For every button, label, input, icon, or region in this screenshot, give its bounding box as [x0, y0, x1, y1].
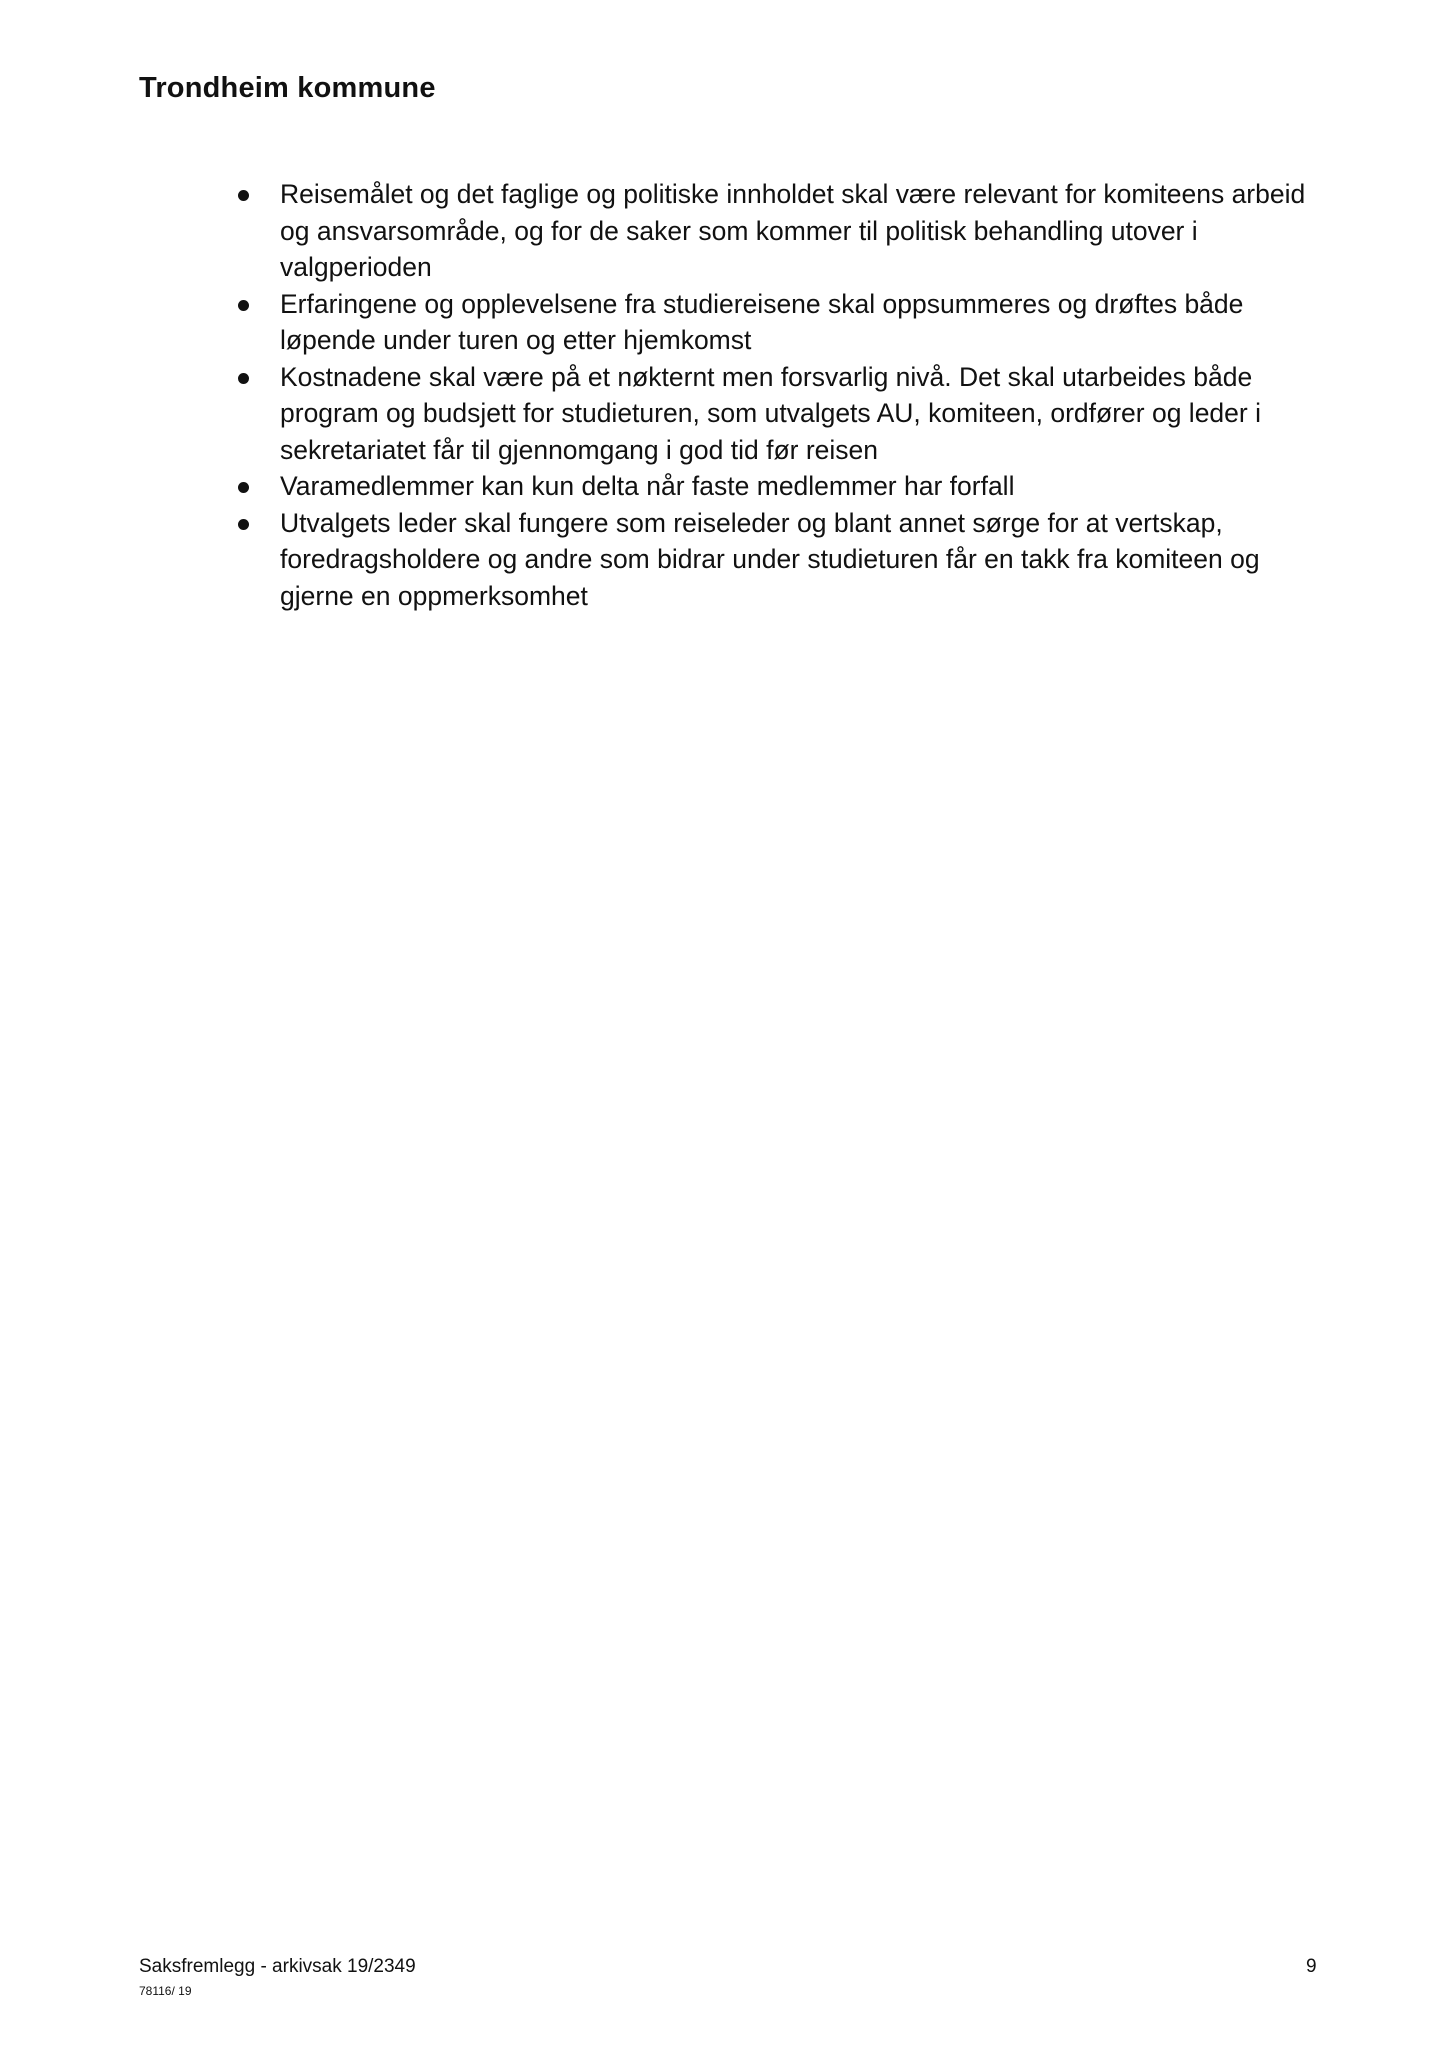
footer-case-reference: Saksfremlegg - arkivsak 19/2349: [139, 1956, 416, 1977]
bullet-dot-icon: [238, 300, 249, 311]
bullet-dot-icon: [238, 519, 249, 530]
bullet-text: Varamedlemmer kan kun delta når faste medlemmer har forfall: [280, 471, 1015, 501]
footer-page-number: 9: [1306, 1956, 1317, 1977]
bullet-dot-icon: [238, 482, 249, 493]
bullet-text: Erfaringene og opplevelsene fra studiereisene skal oppsummeres og drøftes både løpende under turen og etter hjemkomst: [280, 288, 1244, 355]
bullet-item: [238, 286, 1318, 359]
bullet-item: [238, 505, 1318, 615]
bullet-list: [238, 176, 1318, 614]
bullet-dot-icon: [238, 190, 249, 201]
bullet-text: Reisemålet og det faglige og politiske innholdet skal være relevant for komiteens arbeid og ansvarsområde, og for de saker som kommer til politisk behandling utover i valgperioden: [280, 179, 1306, 282]
bullet-item: [238, 176, 1318, 286]
footer-document-code: 78116/ 19: [139, 1984, 192, 1998]
bullet-text: Utvalgets leder skal fungere som reiseleder og blant annet sørge for at vertskap, foredragsholdere og andre som bidrar under studieturen får en takk fra komiteen og gjerne en oppmerksomhet: [280, 507, 1260, 611]
bullet-text: Kostnadene skal være på et nøkternt men forsvarlig nivå. Det skal utarbeides både program og budsjett for studieturen, som utvalgets AU, komiteen, ordfører og leder i sekretariatet får til gjennomgang i god tid før reisen: [280, 361, 1261, 465]
bullet-item: [238, 468, 1318, 505]
bullet-item: [238, 359, 1318, 469]
bullet-dot-icon: [238, 373, 249, 384]
page-header-title: Trondheim kommune: [139, 72, 436, 104]
